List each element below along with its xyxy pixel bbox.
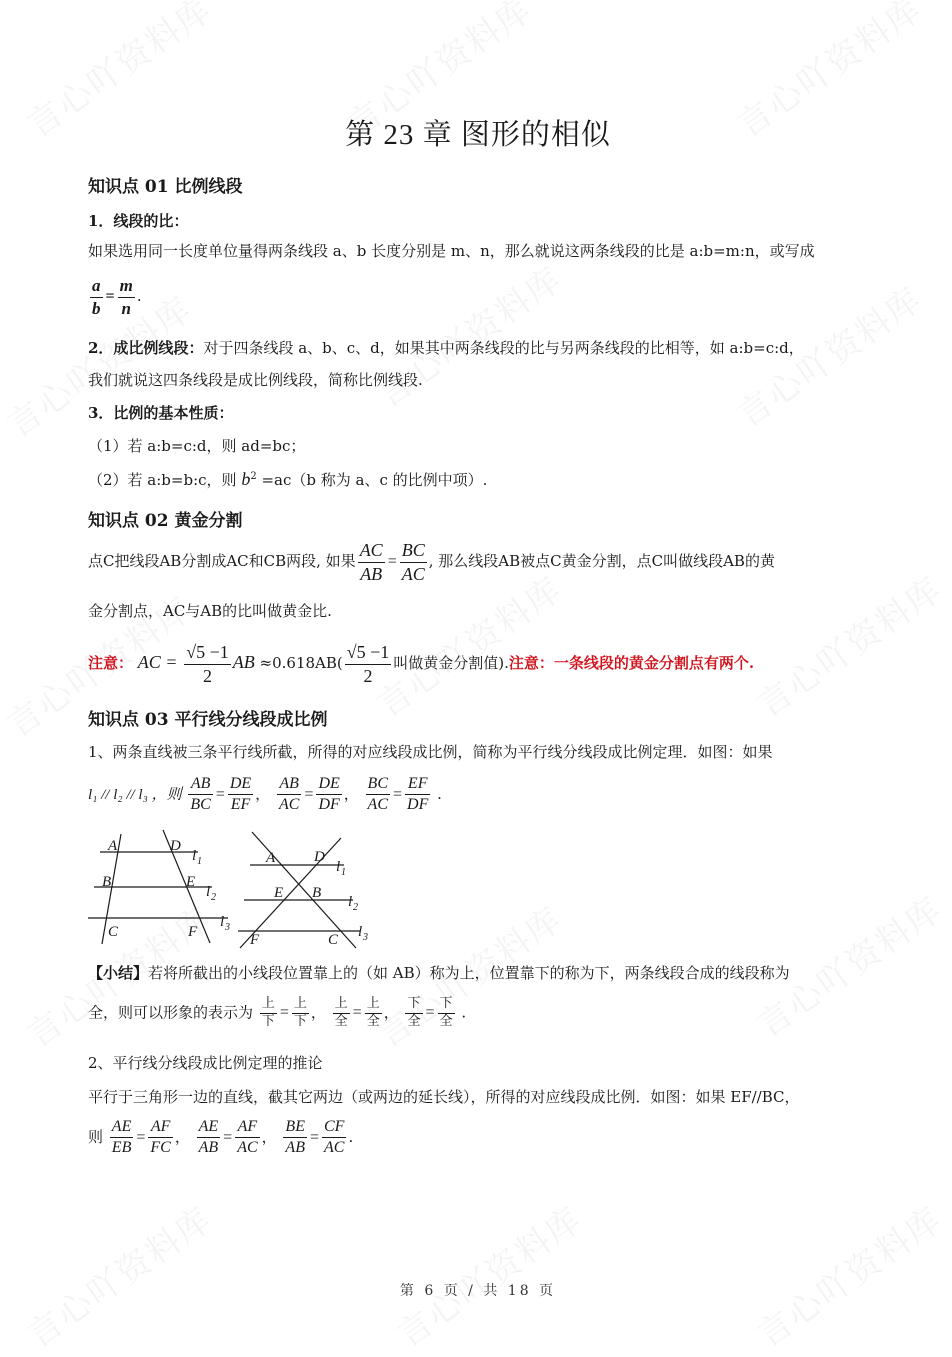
corollary-text: 平行于三角形一边的直线，截其它两边（或两边的延长线），所得的对应线段成比例．如图：如果 EF//BC， bbox=[88, 1088, 800, 1106]
property-2-suffix: =ac（b 称为 a、c 的比例中项）. bbox=[256, 471, 488, 489]
denominator: AC bbox=[401, 563, 425, 584]
watermark bbox=[365, 252, 570, 416]
fraction bbox=[90, 276, 103, 318]
fraction bbox=[358, 540, 385, 584]
fraction bbox=[438, 997, 455, 1030]
theorem-formula: l₁ // l₂ // l₃ ，则 $\frac{AB}{BC}$ = $\frac{DE}{EF}$ ， $\frac{AB}{AC}$ = $\frac{DE}{DF}$ ， $\frac{BC}{AC}$ = $\frac{EF}{DF}$ . bbox=[88, 775, 442, 814]
numerator: EF bbox=[405, 775, 430, 795]
note-label: 注意： bbox=[88, 654, 134, 673]
denominator: 下 bbox=[261, 1013, 275, 1029]
text: 点C把线段AB分割成AC和CB两段, 如果 bbox=[88, 552, 356, 571]
denominator: 全 bbox=[366, 1013, 380, 1029]
fraction bbox=[316, 775, 341, 815]
fraction bbox=[277, 775, 301, 815]
numerator: 上 bbox=[292, 997, 309, 1014]
numerator: BE bbox=[283, 1118, 307, 1138]
svg-text:2: 2 bbox=[211, 892, 216, 903]
label-D: D bbox=[314, 849, 325, 865]
fraction bbox=[292, 997, 309, 1030]
numerator: 下 bbox=[405, 997, 422, 1014]
item-3-label: 3．比例的基本性质： bbox=[88, 404, 234, 422]
fraction bbox=[110, 1118, 134, 1158]
numerator: AB bbox=[277, 775, 301, 795]
summary bbox=[88, 962, 790, 983]
corollary-title: 2、平行线分线段成比例定理的推论 bbox=[88, 1054, 323, 1072]
denominator: AC bbox=[278, 796, 300, 814]
numerator: √5 −1 bbox=[345, 642, 392, 665]
denominator: 下 bbox=[293, 1013, 307, 1029]
watermark bbox=[385, 1192, 590, 1356]
item-2-label: 2．成比例线段： bbox=[88, 339, 204, 357]
numerator: AB bbox=[188, 775, 212, 795]
numerator: AC bbox=[358, 540, 385, 563]
svg-text:l: l bbox=[336, 859, 341, 875]
denominator: EB bbox=[111, 1139, 132, 1157]
watermark bbox=[745, 562, 950, 726]
formula-lhs: AC = bbox=[137, 652, 178, 673]
summary-tag: 【小结】 bbox=[88, 964, 149, 982]
golden-definition: 点C把线段AB分割成AC和CB两段, 如果 $\frac{AC}{AB}$ = $\frac{BC}{AC}$ , 那么线段AB被点C黄金分割，点C叫做线段AB的黄 bbox=[88, 540, 775, 584]
property-2 bbox=[88, 469, 487, 490]
summary-formula: 全，则可以形象的表示为 $\frac{\text{上}}{\text{下}}$ = $\frac{\text{上}}{\text{下}}$ ， $\frac{\text{上}}{\text{全}}$ = $\frac{\text{上}}{\text{全}}$ ， $\frac{\text{下}}{\text{全}}$ = $\frac{\text{下}}{\text{全}}$ . bbox=[88, 996, 467, 1029]
item-2-text-continued: 我们就说这四条线段是成比例线段，简称比例线段. bbox=[88, 371, 423, 389]
fraction bbox=[148, 1118, 172, 1158]
label-B: B bbox=[102, 874, 112, 890]
parallel-condition: l₁ // l₂ // l₃ ，则 bbox=[88, 786, 182, 803]
fraction bbox=[405, 775, 430, 815]
numerator: m bbox=[118, 276, 135, 298]
fraction bbox=[283, 1118, 307, 1158]
section-heading-02: 知识点 02 黄金分割 bbox=[88, 511, 243, 531]
fraction bbox=[188, 775, 212, 815]
numerator: 上 bbox=[260, 997, 277, 1014]
variable-b: b bbox=[241, 469, 251, 489]
svg-text:3: 3 bbox=[225, 922, 230, 933]
formula-tail: . bbox=[136, 287, 142, 306]
denominator: DF bbox=[318, 796, 340, 814]
numerator: AF bbox=[235, 1118, 259, 1138]
summary-text: 全，则可以形象的表示为 bbox=[88, 1003, 254, 1022]
numerator: AE bbox=[110, 1118, 134, 1138]
fraction bbox=[333, 997, 350, 1030]
svg-text:l: l bbox=[348, 894, 353, 910]
denominator: AB bbox=[198, 1139, 219, 1157]
text: , 那么线段AB被点C黄金分割，点C叫做线段AB的黄 bbox=[428, 552, 775, 571]
fraction bbox=[235, 1118, 259, 1158]
svg-text:1: 1 bbox=[341, 867, 346, 878]
numerator: BC bbox=[366, 775, 390, 795]
denominator: 全 bbox=[439, 1013, 453, 1029]
svg-text:2: 2 bbox=[353, 902, 358, 913]
fraction bbox=[400, 540, 427, 584]
denominator: AB bbox=[360, 563, 383, 584]
item-1-formula: $\frac{a}{b}$ = $\frac{m}{n}$ . bbox=[92, 276, 142, 318]
denominator: FC bbox=[150, 1139, 171, 1157]
approx-value: ≈0.618AB( bbox=[259, 654, 343, 673]
label-F: F bbox=[188, 924, 198, 940]
numerator: AF bbox=[148, 1118, 172, 1138]
svg-text:l: l bbox=[358, 924, 363, 940]
exponent: 2 bbox=[250, 471, 257, 482]
fraction bbox=[184, 642, 231, 686]
numerator: DE bbox=[316, 775, 341, 795]
fraction bbox=[345, 642, 392, 686]
fraction bbox=[366, 775, 390, 815]
denominator: EF bbox=[230, 796, 251, 814]
svg-text:3: 3 bbox=[363, 932, 368, 943]
numerator: 上 bbox=[333, 997, 350, 1014]
label-C: C bbox=[108, 924, 119, 940]
watermark bbox=[15, 1192, 220, 1356]
figure-parallel-lines-trapezoid bbox=[88, 828, 238, 957]
summary-text: 若将所截出的小线段位置靠上的（如 AB）称为上，位置靠下的称为下，两条线段合成的线段称为 bbox=[148, 964, 790, 982]
fraction bbox=[322, 1118, 346, 1158]
label-F: F bbox=[250, 932, 260, 948]
fraction bbox=[197, 1118, 221, 1158]
property-1: （1）若 a:b=c:d，则 ad=bc； bbox=[88, 437, 306, 455]
fraction bbox=[260, 997, 277, 1030]
label-E: E bbox=[274, 885, 284, 901]
label-D: D bbox=[170, 838, 181, 854]
svg-text:1: 1 bbox=[197, 856, 202, 867]
watermark bbox=[745, 1192, 950, 1356]
denominator: BC bbox=[190, 796, 211, 814]
fraction bbox=[118, 276, 135, 318]
page-number-footer: 第 6 页 / 共 18 页 bbox=[399, 1283, 557, 1299]
svg-text:l: l bbox=[192, 848, 197, 864]
denominator: 2 bbox=[203, 665, 212, 686]
text: 则 bbox=[88, 1127, 104, 1146]
section-heading-01: 知识点 01 比例线段 bbox=[88, 177, 243, 197]
variable-ab: AB bbox=[232, 652, 255, 673]
denominator: 全 bbox=[334, 1013, 348, 1029]
denominator: AC bbox=[367, 796, 388, 814]
label-E: E bbox=[186, 874, 196, 890]
fraction bbox=[365, 997, 382, 1030]
note-warning: 注意：一条线段的黄金分割点有两个. bbox=[508, 654, 755, 673]
numerator: CF bbox=[322, 1118, 346, 1138]
note-text: 叫做黄金分割值). bbox=[393, 654, 509, 673]
numerator: AE bbox=[197, 1118, 221, 1138]
numerator: 上 bbox=[365, 997, 382, 1014]
item-1-label: 1．线段的比： bbox=[88, 212, 189, 230]
denominator: DF bbox=[407, 796, 429, 814]
figure-parallel-lines-crossing bbox=[238, 828, 388, 957]
label-C: C bbox=[328, 932, 339, 948]
corollary-formula: 则 $\frac{AE}{EB}$ = $\frac{AF}{FC}$ ， $\frac{AE}{AB}$ = $\frac{AF}{AC}$ ， $\frac{BE}{AB}$ = $\frac{CF}{AC}$ . bbox=[88, 1118, 354, 1157]
numerator: a bbox=[90, 276, 103, 298]
item-2-text: 对于四条线段 a、b、c、d，如果其中两条线段的比与另两条线段的比相等，如 a:b=c:d， bbox=[203, 339, 804, 357]
denominator: AC bbox=[324, 1139, 345, 1157]
item-1-text: 如果选用同一长度单位量得两条线段 a、b 长度分别是 m、n，那么就说这两条线段的比是 a:b=m:n，或写成 bbox=[88, 242, 815, 260]
page-title: 第 23 章 图形的相似 bbox=[345, 119, 611, 151]
golden-note bbox=[88, 642, 754, 686]
section-heading-03: 知识点 03 平行线分线段成比例 bbox=[88, 710, 328, 730]
numerator: DE bbox=[228, 775, 253, 795]
denominator: 全 bbox=[407, 1013, 421, 1029]
numerator: BC bbox=[400, 540, 427, 563]
theorem-text: 1、两条直线被三条平行线所截，所得的对应线段成比例，简称为平行线分线段成比例定理．如图：如果 bbox=[88, 743, 773, 761]
denominator: n bbox=[121, 298, 131, 318]
numerator: 下 bbox=[438, 997, 455, 1014]
fraction bbox=[405, 997, 422, 1030]
denominator: b bbox=[92, 298, 101, 318]
label-A: A bbox=[266, 850, 276, 866]
numerator: √5 −1 bbox=[184, 642, 231, 665]
fraction bbox=[228, 775, 253, 815]
denominator: 2 bbox=[363, 665, 373, 686]
label-B: B bbox=[312, 885, 322, 901]
golden-definition-continued: 金分割点，AC与AB的比叫做黄金比. bbox=[88, 602, 332, 620]
denominator: AC bbox=[237, 1139, 258, 1157]
svg-text:l: l bbox=[220, 914, 225, 930]
denominator: AB bbox=[285, 1139, 305, 1157]
label-A: A bbox=[108, 838, 118, 854]
svg-text:l: l bbox=[206, 884, 211, 900]
item-2 bbox=[88, 337, 804, 358]
property-2-prefix: （2）若 a:b=b:c，则 bbox=[88, 471, 242, 489]
